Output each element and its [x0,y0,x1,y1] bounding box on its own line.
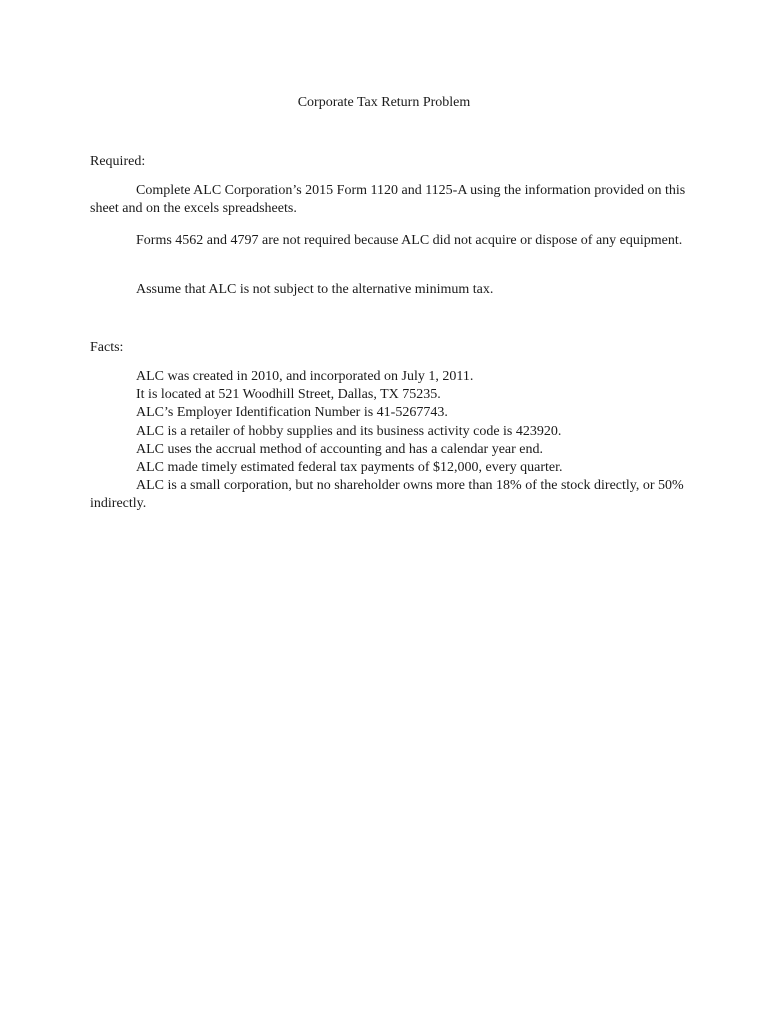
document-title: Corporate Tax Return Problem [297,95,471,110]
facts-list [90,368,690,514]
required-paragraph-2: Forms 4562 and 4797 are not required because ALC did not acquire or dispose of any equipment. [136,233,683,248]
fact-item: It is located at 521 Woodhill Street, Dallas, TX 75235. [136,387,441,403]
required-paragraph-3: Assume that ALC is not subject to the alternative minimum tax. [136,282,494,297]
fact-item: ALC is a retailer of hobby supplies and its business activity code is 423920. [136,423,562,439]
fact-item: ALC uses the accrual method of accounting and has a calendar year end. [136,441,543,457]
fact-item: ALC made timely estimated federal tax payments of $12,000, every quarter. [136,460,563,476]
fact-item: ALC is a small corporation, but no shareholder owns more than 18% of the stock directly, or 50% indirectly. [90,478,684,512]
fact-item: ALC was created in 2010, and incorporated on July 1, 2011. [136,369,474,384]
required-heading: Required: [90,154,146,169]
required-paragraph-1: Complete ALC Corporation’s 2015 Form 1120 and 1125-A using the information provided on this sheet and on the excels spreadsheets. [90,183,686,216]
fact-item: ALC’s Employer Identification Number is 41-5267743. [136,405,448,421]
facts-heading: Facts: [90,340,124,355]
